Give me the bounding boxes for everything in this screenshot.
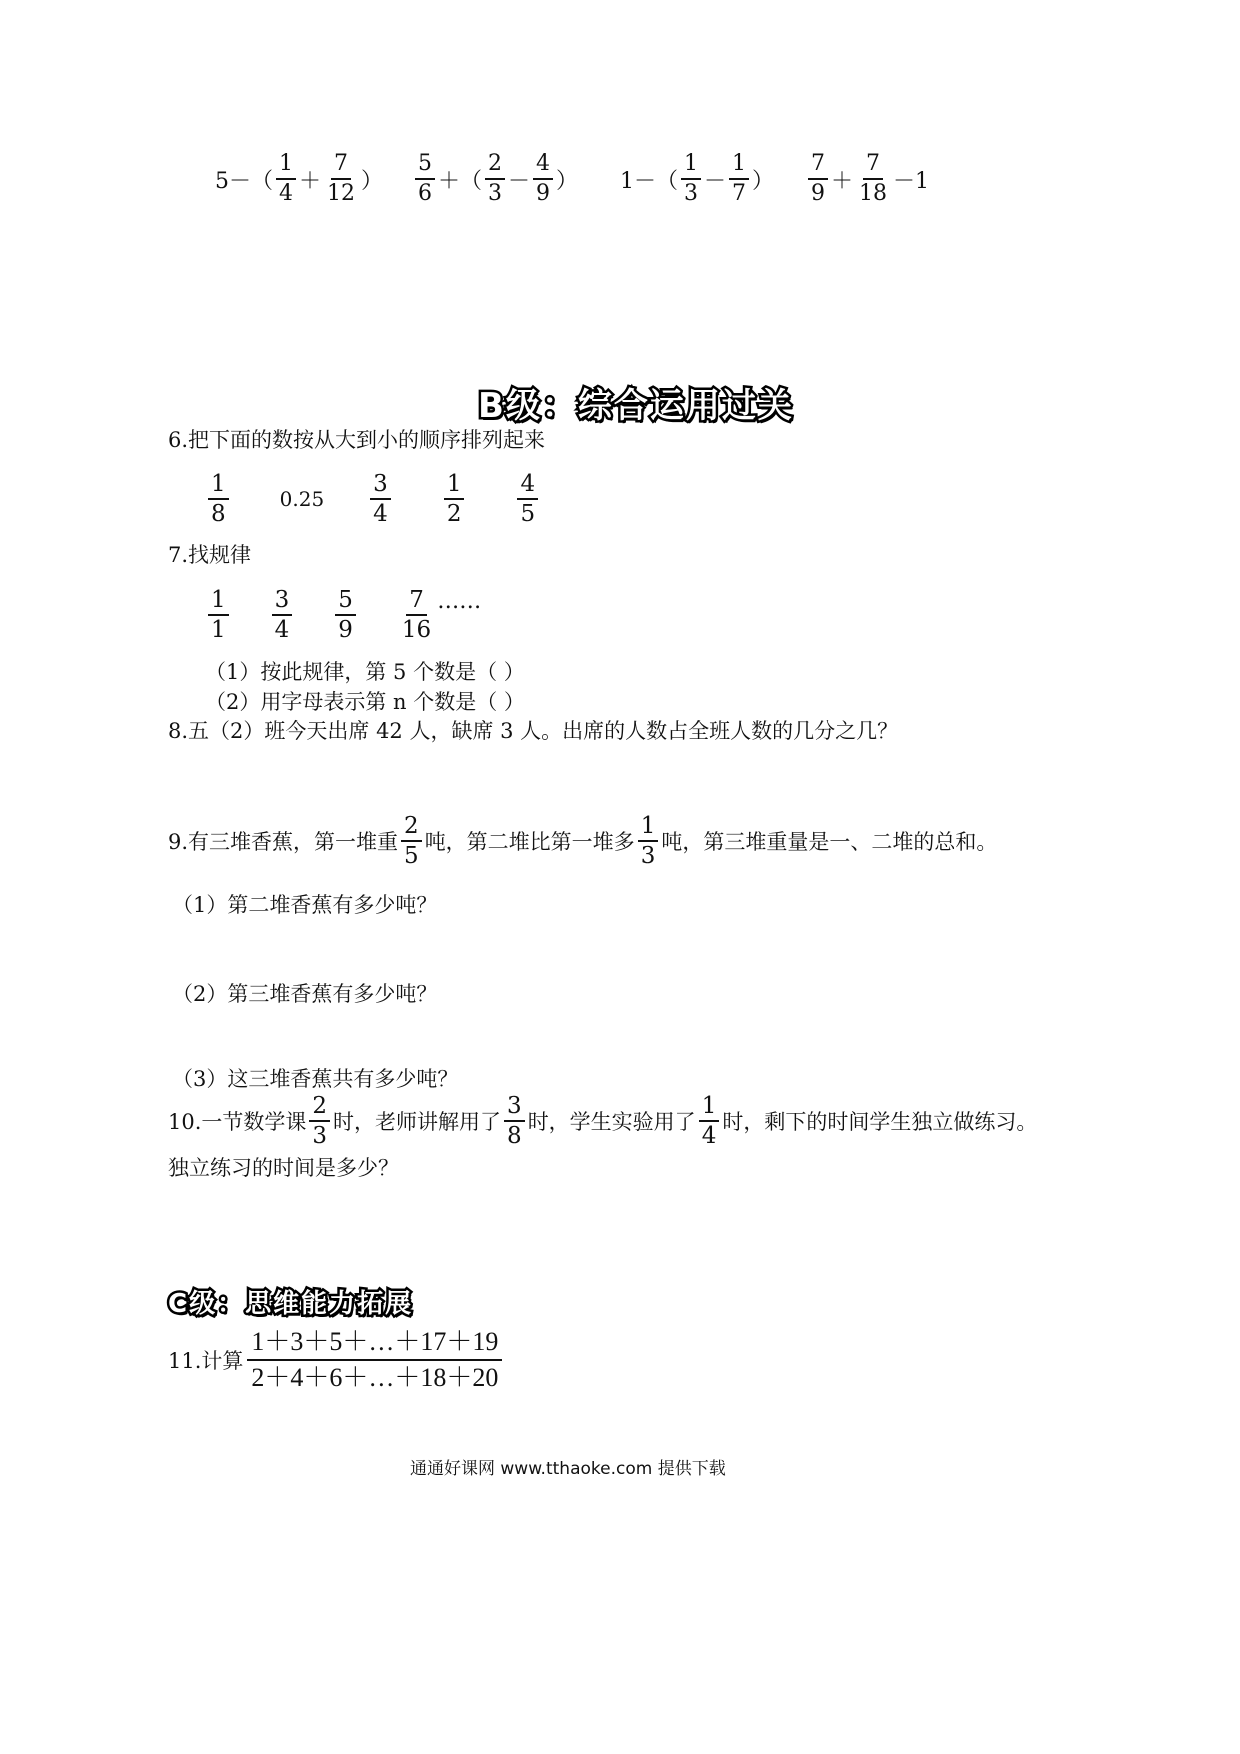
fraction: $\frac{3}{4}$ xyxy=(272,586,293,644)
sum-denominator: 2＋4＋6＋…＋18＋20 xyxy=(251,1363,499,1392)
question-9-sub-2: （2）第三堆香蕉有多少吨？ xyxy=(172,982,438,1006)
fraction: $\frac{7}{12}$ xyxy=(327,151,356,206)
fraction: $\frac{1}{4}$ xyxy=(699,1092,720,1150)
expr-operator: － xyxy=(704,168,727,194)
section-c-heading: C级：思维能力拓展 xyxy=(168,1289,414,1319)
expr-operator: ＋ xyxy=(831,168,854,194)
expr-text: －1 xyxy=(893,168,930,194)
question-11-label: 11.计算 xyxy=(168,1349,244,1373)
expr-operator: ＋（ xyxy=(438,168,483,194)
fraction: $\frac{2}{3}$ xyxy=(485,150,505,208)
expr-operator: － xyxy=(508,168,531,194)
fraction: $\frac{1}{8}$ xyxy=(208,470,229,528)
fraction: $\frac{4}{9}$ xyxy=(533,150,553,208)
question-10-text xyxy=(168,1092,1037,1150)
expression-3 xyxy=(620,150,774,208)
question-7-sequence xyxy=(205,586,481,644)
q10-part: 时，学生实验用了 xyxy=(527,1110,696,1134)
sum-numerator: 1＋3＋5＋…＋17＋19 xyxy=(247,1325,502,1361)
q10-part: 10.一节数学课 xyxy=(168,1110,307,1134)
fraction: $\frac{1}{3}$ xyxy=(681,150,701,208)
q9-part: 吨，第二堆比第一堆多 xyxy=(424,830,635,854)
decimal-value: 0.25 xyxy=(279,487,325,511)
fraction: $\frac{1}{4}$ xyxy=(276,150,296,208)
fraction: $\frac{3}{4}$ xyxy=(370,470,391,528)
fraction: $\frac{7}{18}$ xyxy=(859,151,888,206)
question-9-sub-1: （1）第二堆香蕉有多少吨？ xyxy=(172,893,438,917)
q9-part: 9.有三堆香蕉，第一堆重 xyxy=(168,830,399,854)
expression-4 xyxy=(805,150,929,208)
footer-text: 通通好课网 www.tthaoke.com 提供下载 xyxy=(410,1459,726,1479)
fraction: $\frac{2}{5}$ xyxy=(401,812,422,870)
q10-part: 时，剩下的时间学生独立做练习。 xyxy=(722,1110,1038,1134)
fraction: $\frac{1}{7}$ xyxy=(729,150,749,208)
fraction: $\frac{5}{6}$ xyxy=(415,150,435,208)
sum-fraction xyxy=(247,1325,502,1395)
question-7-sub-1: （1）按此规律，第 5 个数是（ ） xyxy=(205,660,525,684)
expression-2 xyxy=(412,150,578,208)
ellipsis: …… xyxy=(437,588,482,614)
fraction: $\frac{7}{9}$ xyxy=(808,150,828,208)
expr-text: ） xyxy=(752,168,775,194)
question-10-line-2: 独立练习的时间是多少？ xyxy=(168,1156,399,1180)
question-9-sub-3: （3）这三堆香蕉共有多少吨？ xyxy=(172,1067,459,1091)
question-7-text: 7.找规律 xyxy=(168,543,252,567)
question-9-text xyxy=(168,812,997,870)
expr-text: ） xyxy=(361,168,384,194)
section-b-heading: B级：综合运用过关 xyxy=(478,386,794,426)
question-11 xyxy=(168,1325,502,1395)
expression-1 xyxy=(215,150,383,208)
fraction: $\frac{2}{3}$ xyxy=(309,1092,330,1150)
fraction: $\frac{1}{1}$ xyxy=(208,586,229,644)
expr-text: ） xyxy=(556,168,579,194)
fraction: $\frac{3}{8}$ xyxy=(504,1092,525,1150)
question-6-numbers xyxy=(205,470,541,528)
question-8-text: 8.五（2）班今天出席 42 人，缺席 3 人。出席的人数占全班人数的几分之几？ xyxy=(168,719,899,743)
fraction: $\frac{5}{9}$ xyxy=(335,586,356,644)
question-7-sub-2: （2）用字母表示第 n 个数是（ ） xyxy=(205,690,525,714)
q10-part: 时，老师讲解用了 xyxy=(333,1110,502,1134)
question-6-text: 6.把下面的数按从大到小的顺序排列起来 xyxy=(168,428,546,452)
fraction: $\frac{4}{5}$ xyxy=(517,470,538,528)
fraction: $\frac{7}{16}$ xyxy=(401,587,432,643)
q9-part: 吨，第三堆重量是一、二堆的总和。 xyxy=(661,830,998,854)
expr-text: 1－（ xyxy=(620,168,678,194)
fraction: $\frac{1}{2}$ xyxy=(444,470,465,528)
fraction: $\frac{1}{3}$ xyxy=(638,812,659,870)
expr-text: 5－（ xyxy=(215,168,273,194)
expr-operator: ＋ xyxy=(299,168,322,194)
